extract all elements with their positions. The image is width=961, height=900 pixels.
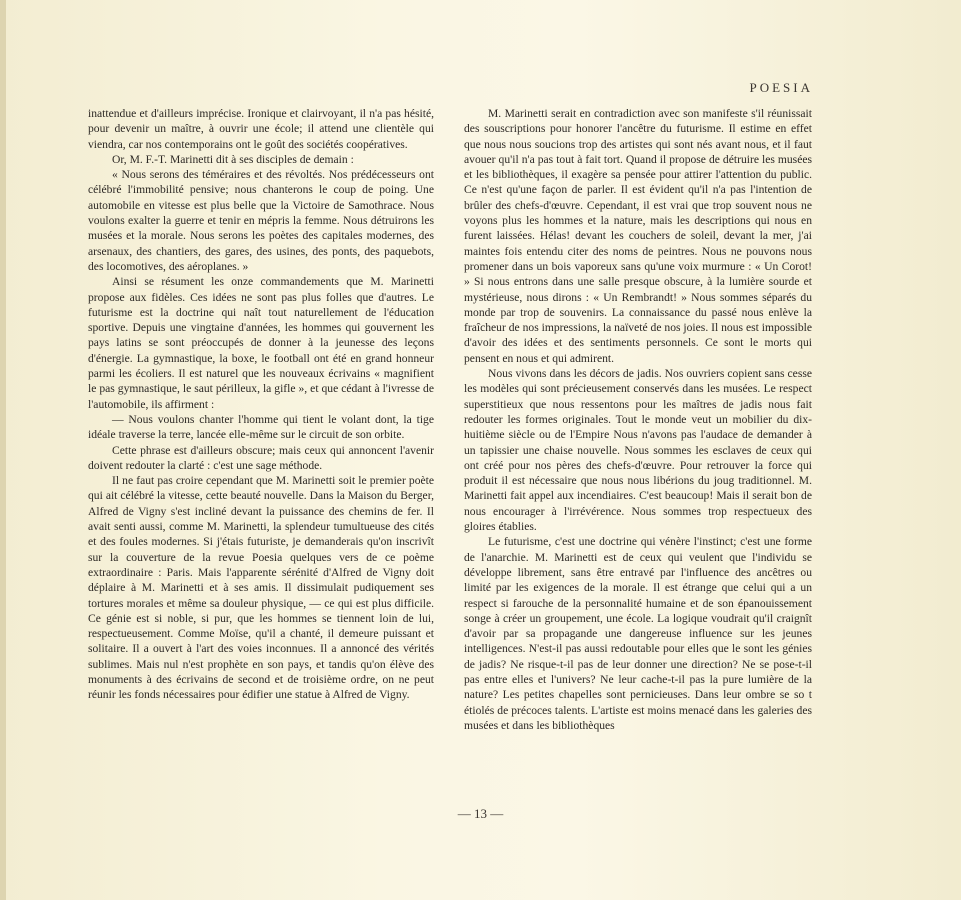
- paragraph: — Nous voulons chanter l'homme qui tient le volant dont, la tige idéale traverse la terre, lancée elle-même sur le circuit de son orbite.: [88, 412, 434, 442]
- paragraph: « Nous serons des téméraires et des révoltés. Nos prédécesseurs ont célébré l'immobilité pensive; nous chanterons le coup de poing. Une automobile en vitesse est plus belle que la Victoire de Samothrace. Nous voulons exalter la guerre et tenir en mépris la femme. Nous détruirons les musées et la morale. Nous serons les poètes des capitales modernes, des arsenaux, des chantiers, des gares, des usines, des ponts, des paquebots, des locomotives, des aéroplanes. »: [88, 168, 434, 273]
- paragraph: Or, M. F.-T. Marinetti dit à ses disciples de demain :: [112, 152, 354, 166]
- paragraph: Il ne faut pas croire cependant que M. Marinetti soit le premier poète qui ait célébré la vitesse, cette beauté nouvelle. Dans la Maison du Berger, Alfred de Vigny s'est incliné devant la puissance des chemins de fer. Il avait senti aussi, comme M. Marinetti, la splendeur tumultueuse des cités et des foules modernes. Si j'étais futuriste, je demanderais qu'on inscrivît sur la couverture de la revue Poesia quelques vers de ce poème extraordinaire : Paris. Mais l'apparente sérénité d'Alfred de Vigny doit déplaire à M. Marinetti et à ses amis. Il dissimulait pudiquement ses tortures morales et même sa douleur physique, — ce qui est plus difficile. Ce génie est si noble, si pur, que les hommes se tiennent loin de lui, respectueusement. Comme Moïse, qu'il a chanté, il demeure puissant et solitaire. Il a ouvert à l'art des voies inconnues. Il a annoncé des vérités sublimes. Mais nul n'est prophète en son pays, et tandis qu'on élève des monuments à des écrivains de second et de troisième ordre, on ne peut réunir les fonds nécessaires pour édifier une statue à Alfred de Vigny.: [88, 474, 434, 702]
- paragraph: inattendue et d'ailleurs imprécise. Ironique et clairvoyant, il n'a pas hésité, pour devenir un maître, à ouvrir une école; il attend une clientèle qui viendra, car nos contemporains ont le goût des sociétés coopératives.: [88, 107, 434, 151]
- paragraph: M. Marinetti serait en contradiction avec son manifeste s'il réunissait des souscriptions pour honorer l'ancêtre du futurisme. Il estime en effet que nous nous soucions trop des artistes qui sont nés avant nous, et il faut avouer qu'il n'a pas tout à fait tort. Quand il propose de détruire les musées et les bibliothèques, il exagère sa pensée pour attirer l'attention du public. Ce n'est qu'une façon de parler. Il est évident qu'il n'a pas l'intention de brûler des chefs-d'œuvre. Cependant, il est vrai que trop souvent nous ne voyons plus les hommes et la nature, mais les descriptions qui nous en furent laissées. Hélas! devant les couchers de soleil, devant la mer, j'ai maintes fois entendu citer des noms de peintres. Nous ne pouvons nous promener dans un bois vaporeux sans qu'une voix murmure : « Un Corot! » Si nous entrons dans une salle presque obscure, à la lumière sourde et mystérieuse, nous dirons : « Un Rembrandt! » Nous sommes séparés du monde par trop de souvenirs. La connaissance du passé nous enlève la fraîcheur de nos impressions, la naïveté de nos joies. Il nous est impossible d'avoir des idées et des sentiments personnels. Ce sont le morts qui pensent en nous et qui admirent.: [464, 107, 812, 365]
- right-column: [464, 106, 812, 733]
- paragraph: Cette phrase est d'ailleurs obscure; mais ceux qui annoncent l'avenir doivent redouter la clarté : c'est une sage méthode.: [88, 443, 434, 472]
- running-header: POESIA: [749, 80, 813, 95]
- paragraph: Le futurisme, c'est une doctrine qui vénère l'instinct; c'est une forme de l'anarchie. M. Marinetti est de ceux qui veulent que l'individu se développe librement, sans être entravé par l'influence des ancêtres ou limité par les exigences de la morale. Il est étrange que celui qui a un respect si farouche de la personnalité humaine et de son épanouissement songe à créer un groupement, une école. La logique voudrait qu'il craignît d'avoir par sa propagande une dangereuse influence sur les jeunes intelligences. N'est-il pas aussi redoutable pour elles que le sont les génies de jadis? Ne risque-t-il pas de leur donner une direction? Ne se pose-t-il pas entre elles et l'univers? Ne leur cache-t-il pas la pure lumière de la nature? Les petites chapelles sont pernicieuses. Dans leur ombre se so t étiolés de précoces talents. L'artiste est moins menacé dans les galeries des musées et dans les bibliothèques: [464, 535, 812, 732]
- paragraph: Nous vivons dans les décors de jadis. Nos ouvriers copient sans cesse les modèles qui sont précieusement conservés dans les musées. Le respect superstitieux que nous ressentons pour les maîtres de jadis nous fait redouter les formes originales. Tout le monde veut un mobilier du dix-huitième siècle ou de l'Empire Nous n'avons pas l'audace de demander à un tapissier une chaise nouvelle. Nous sommes les esclaves de ceux qui ont créé pour nos pères des chefs-d'œuvre. Pour retrouver la force qui produit il est nécessaire que nous nous libérions du joug traditionnel. M. Marinetti fait appel aux incendiaires. C'est beaucoup! Mais il serait bon de nous encourager à l'irrévérence. Nous sommes trop respectueux des gloires établies.: [464, 367, 812, 534]
- page-number: — 13 —: [457, 806, 504, 821]
- paragraph: Ainsi se résument les onze commandements que M. Marinetti propose aux fidèles. Ces idées ne sont pas plus folles que d'autres. Le futurisme est la doctrine qui naît tout naturellement de l'éducation sportive. Depuis une vingtaine d'années, les hommes qui gouvernent les pays latins se sont préoccupés de donner à la jeunesse des leçons d'énergie. La gymnastique, la boxe, le football ont été en grand honneur parmi les écoliers. Il est naturel que les nouveaux écrivains « magnifient le pas gymnastique, le saut périlleux, la gifle », et que cédant à l'ivresse de l'automobile, ils affirment :: [88, 275, 434, 411]
- left-column: [88, 106, 434, 703]
- binding-edge: [0, 0, 6, 900]
